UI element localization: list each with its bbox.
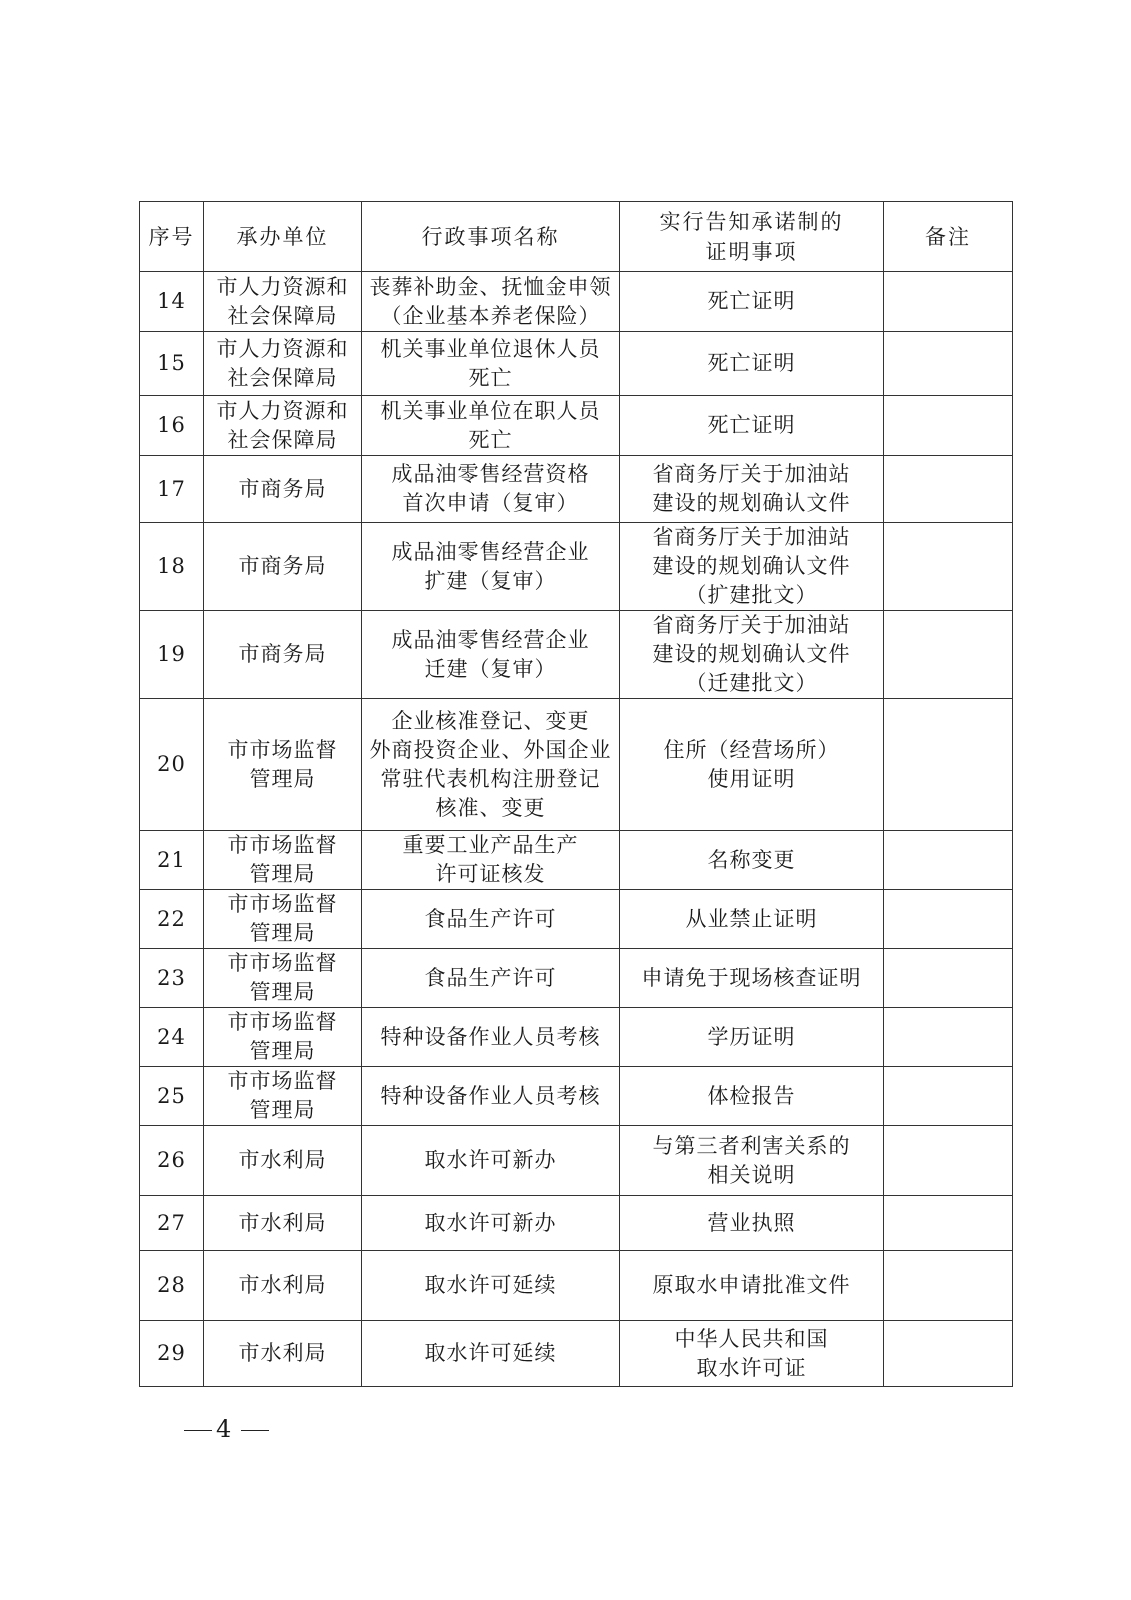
dash-left <box>184 1430 212 1431</box>
table-row <box>140 1251 1013 1321</box>
row-unit-line: 管理局 <box>249 1039 316 1063</box>
row-item-line: 食品生产许可 <box>424 965 557 990</box>
row-unit <box>204 332 362 396</box>
table-row <box>140 523 1013 611</box>
row-item <box>362 1067 620 1126</box>
row-unit <box>204 949 362 1008</box>
row-item-line: 成品油零售经营资格 <box>391 462 590 486</box>
row-index: 14 <box>140 272 204 332</box>
row-item-line: 特种设备作业人员考核 <box>380 1024 601 1049</box>
row-note <box>884 1126 1013 1196</box>
row-note <box>884 1321 1013 1387</box>
row-unit-line: 市市场监督 <box>227 1010 338 1034</box>
row-item <box>362 831 620 890</box>
row-proof-line: 建设的规划确认文件 <box>652 554 851 578</box>
row-index: 26 <box>140 1126 204 1196</box>
row-item <box>362 699 620 831</box>
row-unit-line: 市市场监督 <box>227 737 338 762</box>
table-row <box>140 1126 1013 1196</box>
row-proof <box>620 1126 884 1196</box>
header-proof-line: 证明事项 <box>705 239 798 264</box>
row-unit-line: 市市场监督 <box>227 951 338 975</box>
row-unit <box>204 272 362 332</box>
row-proof <box>620 1067 884 1126</box>
row-proof-line: 原取水申请批准文件 <box>652 1273 851 1297</box>
row-unit <box>204 1251 362 1321</box>
row-proof-line: 体检报告 <box>707 1083 796 1108</box>
table-row <box>140 456 1013 523</box>
table-row <box>140 831 1013 890</box>
row-item-line: 成品油零售经营企业 <box>391 627 590 652</box>
row-index: 16 <box>140 396 204 456</box>
row-unit <box>204 1126 362 1196</box>
row-index: 24 <box>140 1008 204 1067</box>
row-item-line: 重要工业产品生产 <box>402 833 579 857</box>
row-item <box>362 523 620 611</box>
row-proof-line: 相关说明 <box>707 1162 796 1187</box>
row-proof-line: （迁建批文） <box>685 671 818 695</box>
row-item-line: 首次申请（复审） <box>402 491 579 515</box>
row-unit-line: 市商务局 <box>238 554 327 578</box>
items-table <box>139 201 1013 1387</box>
row-note <box>884 1251 1013 1321</box>
row-unit <box>204 831 362 890</box>
row-item-line: 许可证核发 <box>435 862 546 886</box>
row-proof-line: 申请免于现场核查证明 <box>641 965 862 990</box>
table-row <box>140 890 1013 949</box>
table-row <box>140 396 1013 456</box>
row-item <box>362 332 620 396</box>
row-proof <box>620 332 884 396</box>
row-unit-line: 管理局 <box>249 766 316 791</box>
row-note <box>884 272 1013 332</box>
row-index: 19 <box>140 611 204 699</box>
row-note <box>884 949 1013 1008</box>
row-index: 17 <box>140 456 204 523</box>
row-unit <box>204 456 362 523</box>
row-unit-line: 市人力资源和 <box>216 336 349 361</box>
row-item-line: 取水许可延续 <box>424 1341 557 1365</box>
row-unit-line: 社会保障局 <box>227 365 338 390</box>
row-unit-line: 市商务局 <box>238 476 327 501</box>
row-unit-line: 社会保障局 <box>227 303 338 328</box>
row-proof <box>620 611 884 699</box>
row-item <box>362 1321 620 1387</box>
row-proof-line: 住所（经营场所） <box>663 737 840 762</box>
row-proof-line: 省商务厅关于加油站 <box>652 525 851 549</box>
row-proof <box>620 396 884 456</box>
row-unit-line: 管理局 <box>249 921 316 945</box>
row-proof-line: 省商务厅关于加油站 <box>652 613 851 637</box>
row-item <box>362 890 620 949</box>
row-item <box>362 456 620 523</box>
row-item-line: 成品油零售经营企业 <box>391 539 590 564</box>
row-proof-line: 死亡证明 <box>707 413 796 437</box>
row-unit-line: 市水利局 <box>238 1341 327 1365</box>
row-proof-line: 死亡证明 <box>707 289 796 313</box>
row-unit <box>204 1067 362 1126</box>
table-row <box>140 1321 1013 1387</box>
row-proof <box>620 456 884 523</box>
row-proof <box>620 699 884 831</box>
row-proof-line: （扩建批文） <box>685 583 818 607</box>
row-unit-line: 市水利局 <box>238 1148 327 1172</box>
row-proof-line: 建设的规划确认文件 <box>652 491 851 515</box>
table-row <box>140 949 1013 1008</box>
row-item-line: 丧葬补助金、抚恤金申领 <box>369 274 612 299</box>
header-note: 备注 <box>884 202 1013 272</box>
row-unit-line: 社会保障局 <box>227 427 338 452</box>
row-note <box>884 1008 1013 1067</box>
table-row <box>140 1196 1013 1251</box>
header-item: 行政事项名称 <box>362 202 620 272</box>
row-proof-line: 中华人民共和国 <box>674 1326 829 1351</box>
row-note <box>884 611 1013 699</box>
header-unit: 承办单位 <box>204 202 362 272</box>
row-unit <box>204 1008 362 1067</box>
table-row <box>140 332 1013 396</box>
row-index: 20 <box>140 699 204 831</box>
row-unit-line: 管理局 <box>249 1098 316 1122</box>
row-index: 21 <box>140 831 204 890</box>
page-number <box>180 1415 273 1443</box>
row-index: 18 <box>140 523 204 611</box>
row-proof-line: 营业执照 <box>707 1210 796 1235</box>
row-item-line: 外商投资企业、外国企业 <box>369 737 612 762</box>
row-proof <box>620 1251 884 1321</box>
row-item-line: 取水许可新办 <box>424 1148 557 1172</box>
row-index: 15 <box>140 332 204 396</box>
row-proof-line: 从业禁止证明 <box>685 906 818 931</box>
row-note <box>884 1196 1013 1251</box>
row-proof <box>620 890 884 949</box>
table-row <box>140 611 1013 699</box>
table-row <box>140 272 1013 332</box>
row-item-line: 常驻代表机构注册登记 <box>380 766 601 791</box>
row-item <box>362 1196 620 1251</box>
row-unit-line: 市商务局 <box>238 642 327 666</box>
header-proof-line: 实行告知承诺制的 <box>659 209 844 234</box>
row-unit-line: 市水利局 <box>238 1210 327 1235</box>
row-proof-line: 名称变更 <box>707 847 796 872</box>
header-index: 序号 <box>140 202 204 272</box>
row-item-line: 企业核准登记、变更 <box>391 708 590 733</box>
row-note <box>884 332 1013 396</box>
row-item <box>362 1251 620 1321</box>
row-item <box>362 272 620 332</box>
row-index: 27 <box>140 1196 204 1251</box>
row-proof <box>620 1321 884 1387</box>
row-proof <box>620 1008 884 1067</box>
table-row <box>140 1008 1013 1067</box>
row-item-line: 死亡 <box>468 427 513 452</box>
row-proof-line: 取水许可证 <box>696 1355 807 1380</box>
row-item <box>362 1008 620 1067</box>
row-item-line: 扩建（复审） <box>424 568 557 593</box>
row-item-line: （企业基本养老保险） <box>380 303 601 328</box>
row-index: 22 <box>140 890 204 949</box>
row-item-line: 特种设备作业人员考核 <box>380 1083 601 1108</box>
row-unit-line: 市市场监督 <box>227 1069 338 1093</box>
row-note <box>884 831 1013 890</box>
row-unit <box>204 523 362 611</box>
dash-right <box>241 1430 269 1431</box>
row-item-line: 机关事业单位退休人员 <box>380 336 601 361</box>
row-index: 29 <box>140 1321 204 1387</box>
row-item-line: 死亡 <box>468 365 513 390</box>
row-unit-line: 市水利局 <box>238 1273 327 1297</box>
row-proof-line: 使用证明 <box>707 766 796 791</box>
row-proof <box>620 272 884 332</box>
row-note <box>884 1067 1013 1126</box>
row-item-line: 取水许可延续 <box>424 1273 557 1297</box>
row-proof <box>620 1196 884 1251</box>
header-proof <box>620 202 884 272</box>
table-header-row <box>140 202 1013 272</box>
row-item-line: 机关事业单位在职人员 <box>380 398 601 423</box>
row-note <box>884 699 1013 831</box>
row-item-line: 迁建（复审） <box>424 656 557 681</box>
row-index: 25 <box>140 1067 204 1126</box>
row-unit <box>204 1321 362 1387</box>
row-note <box>884 456 1013 523</box>
row-unit <box>204 699 362 831</box>
row-unit <box>204 1196 362 1251</box>
row-note <box>884 523 1013 611</box>
row-unit <box>204 890 362 949</box>
row-proof-line: 死亡证明 <box>707 351 796 375</box>
row-index: 23 <box>140 949 204 1008</box>
row-proof <box>620 523 884 611</box>
row-item <box>362 611 620 699</box>
row-unit-line: 管理局 <box>249 980 316 1004</box>
row-proof-line: 省商务厅关于加油站 <box>652 462 851 486</box>
row-proof-line: 与第三者利害关系的 <box>652 1133 851 1158</box>
row-unit-line: 市人力资源和 <box>216 274 349 299</box>
row-note <box>884 396 1013 456</box>
row-note <box>884 890 1013 949</box>
row-item <box>362 949 620 1008</box>
row-item <box>362 1126 620 1196</box>
row-unit <box>204 396 362 456</box>
row-proof-line: 建设的规划确认文件 <box>652 642 851 666</box>
row-unit-line: 市人力资源和 <box>216 398 349 423</box>
table-body <box>140 272 1013 1387</box>
row-proof <box>620 949 884 1008</box>
row-unit-line: 市市场监督 <box>227 892 338 916</box>
row-item-line: 食品生产许可 <box>424 906 557 931</box>
table-row <box>140 699 1013 831</box>
page-number-text: 4 <box>216 1415 238 1443</box>
row-proof <box>620 831 884 890</box>
row-unit <box>204 611 362 699</box>
table-row <box>140 1067 1013 1126</box>
row-unit-line: 市市场监督 <box>227 833 338 857</box>
row-item <box>362 396 620 456</box>
row-item-line: 取水许可新办 <box>424 1210 557 1235</box>
row-index: 28 <box>140 1251 204 1321</box>
row-unit-line: 管理局 <box>249 862 316 886</box>
row-item-line: 核准、变更 <box>435 795 546 820</box>
row-proof-line: 学历证明 <box>707 1024 796 1049</box>
